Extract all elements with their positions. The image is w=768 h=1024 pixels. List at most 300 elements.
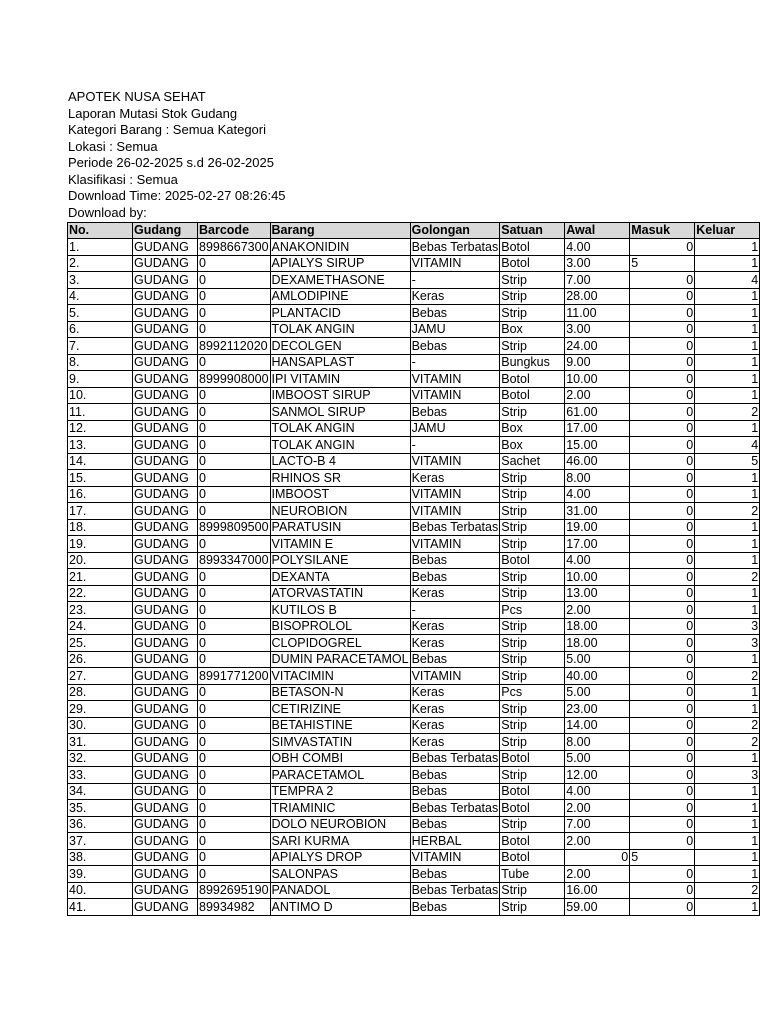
cell-no: 15. — [68, 470, 133, 487]
cell-awal: 4.00 — [565, 552, 630, 569]
cell-satuan: Strip — [500, 470, 565, 487]
cell-golongan: VITAMIN — [410, 255, 500, 272]
cell-satuan: Strip — [500, 816, 565, 833]
cell-awal: 31.00 — [565, 503, 630, 520]
cell-golongan: VITAMIN — [410, 453, 500, 470]
cell-no: 21. — [68, 569, 133, 586]
cell-no: 18. — [68, 519, 133, 536]
cell-barang: BETASON-N — [270, 684, 410, 701]
cell-golongan: Bebas — [410, 305, 500, 322]
cell-awal: 28.00 — [565, 288, 630, 305]
cell-barcode: 0 — [198, 437, 271, 454]
cell-barcode: 0 — [198, 602, 271, 619]
cell-barang: ATORVASTATIN — [270, 585, 410, 602]
cell-masuk: 0 — [630, 437, 695, 454]
cell-barang: CLOPIDOGREL — [270, 635, 410, 652]
cell-golongan: HERBAL — [410, 833, 500, 850]
cell-no: 26. — [68, 651, 133, 668]
download-by: Download by: — [68, 204, 147, 220]
cell-gudang: GUDANG — [133, 833, 198, 850]
cell-masuk: 0 — [630, 272, 695, 289]
cell-satuan: Box — [500, 420, 565, 437]
cell-barang: RHINOS SR — [270, 470, 410, 487]
cell-masuk: 5 — [630, 255, 695, 272]
table-row — [68, 552, 760, 569]
cell-satuan: Strip — [500, 882, 565, 899]
cell-gudang: GUDANG — [133, 288, 198, 305]
cell-no: 37. — [68, 833, 133, 850]
cell-satuan: Strip — [500, 734, 565, 751]
table-row — [68, 519, 760, 536]
cell-satuan: Strip — [500, 717, 565, 734]
cell-barcode: 0 — [198, 866, 271, 883]
table-header-row — [68, 223, 760, 239]
classification-filter: Klasifikasi : Semua — [68, 171, 178, 187]
cell-keluar: 1 — [695, 305, 760, 322]
cell-masuk: 0 — [630, 519, 695, 536]
cell-awal: 5.00 — [565, 684, 630, 701]
cell-awal: 2.00 — [565, 602, 630, 619]
cell-barang: TOLAK ANGIN — [270, 420, 410, 437]
cell-barcode: 0 — [198, 387, 271, 404]
cell-no: 12. — [68, 420, 133, 437]
table-row — [68, 338, 760, 355]
cell-keluar: 1 — [695, 420, 760, 437]
cell-masuk: 0 — [630, 602, 695, 619]
cell-awal: 4.00 — [565, 239, 630, 256]
cell-keluar: 1 — [695, 486, 760, 503]
table-row — [68, 701, 760, 718]
col-barang: Barang — [270, 223, 410, 239]
table-body — [68, 239, 760, 916]
cell-keluar: 2 — [695, 882, 760, 899]
cell-golongan: VITAMIN — [410, 849, 500, 866]
cell-barcode: 0 — [198, 453, 271, 470]
cell-golongan: Bebas — [410, 767, 500, 784]
cell-gudang: GUDANG — [133, 800, 198, 817]
cell-barang: AMLODIPINE — [270, 288, 410, 305]
cell-keluar: 1 — [695, 288, 760, 305]
cell-masuk: 0 — [630, 239, 695, 256]
cell-no: 40. — [68, 882, 133, 899]
cell-keluar: 1 — [695, 899, 760, 916]
cell-masuk: 0 — [630, 717, 695, 734]
col-keluar: Keluar — [695, 223, 760, 239]
report-header — [68, 89, 286, 221]
table-row — [68, 321, 760, 338]
cell-gudang: GUDANG — [133, 602, 198, 619]
cell-masuk: 0 — [630, 453, 695, 470]
cell-no: 3. — [68, 272, 133, 289]
cell-gudang: GUDANG — [133, 321, 198, 338]
cell-barcode: 0 — [198, 833, 271, 850]
cell-no: 32. — [68, 750, 133, 767]
cell-keluar: 1 — [695, 783, 760, 800]
cell-barcode: 0 — [198, 717, 271, 734]
cell-masuk: 0 — [630, 552, 695, 569]
cell-keluar: 1 — [695, 371, 760, 388]
cell-barang: IMBOOST SIRUP — [270, 387, 410, 404]
cell-satuan: Strip — [500, 338, 565, 355]
cell-satuan: Strip — [500, 767, 565, 784]
cell-barcode: 0 — [198, 734, 271, 751]
cell-awal: 12.00 — [565, 767, 630, 784]
cell-no: 25. — [68, 635, 133, 652]
cell-golongan: Keras — [410, 684, 500, 701]
cell-awal: 3.00 — [565, 255, 630, 272]
cell-keluar: 1 — [695, 354, 760, 371]
col-awal: Awal — [565, 223, 630, 239]
download-time: Download Time: 2025-02-27 08:26:45 — [68, 188, 286, 203]
cell-gudang: GUDANG — [133, 882, 198, 899]
cell-no: 9. — [68, 371, 133, 388]
table-row — [68, 453, 760, 470]
cell-barcode: 8999908000 — [199, 371, 269, 386]
cell-barang: TEMPRA 2 — [270, 783, 410, 800]
table-row — [68, 833, 760, 850]
report-title: Laporan Mutasi Stok Gudang — [68, 105, 238, 121]
cell-awal: 5.00 — [565, 651, 630, 668]
cell-barcode: 8998667300 — [199, 239, 269, 254]
cell-no: 38. — [68, 849, 133, 866]
cell-masuk: 0 — [630, 371, 695, 388]
cell-satuan: Tube — [500, 866, 565, 883]
cell-keluar: 1 — [695, 338, 760, 355]
cell-awal: 16.00 — [565, 882, 630, 899]
cell-masuk: 0 — [630, 585, 695, 602]
cell-barang: APIALYS SIRUP — [270, 255, 410, 272]
cell-golongan: VITAMIN — [410, 536, 500, 553]
cell-keluar: 1 — [695, 519, 760, 536]
cell-masuk: 0 — [630, 783, 695, 800]
cell-barcode: 0 — [198, 585, 271, 602]
cell-masuk: 0 — [630, 767, 695, 784]
cell-keluar: 5 — [695, 453, 760, 470]
cell-no: 39. — [68, 866, 133, 883]
cell-keluar: 2 — [695, 503, 760, 520]
cell-masuk: 0 — [630, 734, 695, 751]
cell-barcode: 89934982 — [198, 899, 271, 916]
cell-awal: 59.00 — [565, 899, 630, 916]
cell-masuk: 0 — [630, 288, 695, 305]
cell-golongan: Bebas — [410, 569, 500, 586]
cell-barang: IPI VITAMIN — [270, 371, 410, 388]
cell-gudang: GUDANG — [133, 783, 198, 800]
table-row — [68, 536, 760, 553]
cell-barcode: 0 — [198, 783, 271, 800]
cell-golongan: Keras — [410, 701, 500, 718]
category-filter: Kategori Barang : Semua Kategori — [68, 122, 267, 137]
cell-awal: 17.00 — [565, 420, 630, 437]
cell-gudang: GUDANG — [133, 750, 198, 767]
cell-golongan: Bebas Terbatas — [411, 800, 499, 815]
cell-satuan: Botol — [500, 239, 565, 256]
cell-barcode: 8992695190 — [199, 883, 269, 897]
cell-satuan: Strip — [500, 635, 565, 652]
cell-no: 28. — [68, 684, 133, 701]
cell-golongan: Keras — [410, 470, 500, 487]
cell-barang: TRIAMINIC — [270, 800, 410, 817]
cell-no: 14. — [68, 453, 133, 470]
cell-golongan: VITAMIN — [410, 387, 500, 404]
table-row — [68, 816, 760, 833]
cell-keluar: 2 — [695, 717, 760, 734]
cell-barang: OBH COMBI — [270, 750, 410, 767]
table-row — [68, 420, 760, 437]
cell-no: 16. — [68, 486, 133, 503]
cell-masuk: 0 — [630, 882, 695, 899]
cell-barcode: 8999809500 — [199, 520, 269, 534]
cell-masuk: 0 — [630, 668, 695, 685]
cell-satuan: Box — [500, 321, 565, 338]
cell-masuk: 0 — [630, 470, 695, 487]
col-barcode: Barcode — [198, 223, 271, 239]
cell-golongan: Bebas — [410, 404, 500, 421]
cell-awal: 3.00 — [565, 321, 630, 338]
cell-awal: 14.00 — [565, 717, 630, 734]
cell-no: 10. — [68, 387, 133, 404]
cell-gudang: GUDANG — [133, 239, 198, 256]
cell-satuan: Botol — [500, 783, 565, 800]
cell-keluar: 1 — [695, 750, 760, 767]
table-row — [68, 437, 760, 454]
cell-awal: 0 — [565, 849, 630, 866]
cell-gudang: GUDANG — [133, 816, 198, 833]
cell-no: 17. — [68, 503, 133, 520]
cell-keluar: 2 — [695, 734, 760, 751]
cell-golongan: Bebas Terbatas — [411, 883, 499, 897]
cell-barang: POLYSILANE — [270, 552, 410, 569]
cell-golongan: VITAMIN — [410, 371, 500, 388]
cell-barang: TOLAK ANGIN — [270, 321, 410, 338]
cell-no: 13. — [68, 437, 133, 454]
cell-keluar: 1 — [695, 321, 760, 338]
cell-awal: 2.00 — [565, 387, 630, 404]
cell-barcode: 0 — [198, 816, 271, 833]
cell-gudang: GUDANG — [133, 305, 198, 322]
cell-keluar: 1 — [695, 800, 760, 817]
cell-golongan: Keras — [410, 734, 500, 751]
cell-barang: VITACIMIN — [270, 668, 410, 685]
cell-masuk: 0 — [630, 899, 695, 916]
cell-no: 8. — [68, 354, 133, 371]
table-row — [68, 767, 760, 784]
table-row — [68, 255, 760, 272]
cell-satuan: Box — [500, 437, 565, 454]
col-no: No. — [68, 223, 133, 239]
cell-no: 20. — [68, 552, 133, 569]
table-row — [68, 470, 760, 487]
cell-barang: IMBOOST — [270, 486, 410, 503]
cell-barcode: 0 — [198, 651, 271, 668]
cell-barcode: 0 — [198, 767, 271, 784]
cell-gudang: GUDANG — [133, 651, 198, 668]
cell-awal: 8.00 — [565, 470, 630, 487]
cell-barcode: 0 — [198, 635, 271, 652]
cell-satuan: Strip — [500, 503, 565, 520]
cell-gudang: GUDANG — [133, 503, 198, 520]
cell-keluar: 3 — [695, 618, 760, 635]
cell-masuk: 0 — [630, 420, 695, 437]
table-row — [68, 750, 760, 767]
cell-gudang: GUDANG — [133, 453, 198, 470]
cell-barang: PARATUSIN — [270, 519, 410, 536]
cell-barcode: 0 — [198, 569, 271, 586]
cell-masuk: 0 — [630, 866, 695, 883]
cell-satuan: Strip — [500, 272, 565, 289]
cell-masuk: 0 — [630, 651, 695, 668]
cell-golongan: Bebas — [410, 899, 500, 916]
cell-barang: SALONPAS — [270, 866, 410, 883]
cell-no: 41. — [68, 899, 133, 916]
cell-golongan: VITAMIN — [410, 486, 500, 503]
cell-golongan: JAMU — [410, 321, 500, 338]
cell-keluar: 1 — [695, 552, 760, 569]
cell-masuk: 0 — [630, 701, 695, 718]
cell-gudang: GUDANG — [133, 470, 198, 487]
cell-gudang: GUDANG — [133, 618, 198, 635]
cell-no: 7. — [68, 338, 133, 355]
cell-golongan: Bebas Terbatas — [411, 751, 499, 765]
cell-gudang: GUDANG — [133, 585, 198, 602]
cell-satuan: Strip — [500, 288, 565, 305]
cell-no: 33. — [68, 767, 133, 784]
cell-satuan: Pcs — [500, 602, 565, 619]
cell-golongan: VITAMIN — [410, 668, 500, 685]
cell-golongan: Keras — [410, 288, 500, 305]
cell-barcode: 0 — [198, 305, 271, 322]
cell-no: 1. — [68, 239, 133, 256]
cell-gudang: GUDANG — [133, 437, 198, 454]
cell-satuan: Botol — [500, 750, 565, 767]
cell-satuan: Strip — [500, 701, 565, 718]
cell-golongan: - — [410, 602, 500, 619]
cell-masuk: 0 — [630, 618, 695, 635]
cell-keluar: 1 — [695, 387, 760, 404]
cell-gudang: GUDANG — [133, 734, 198, 751]
cell-barang: BISOPROLOL — [270, 618, 410, 635]
cell-satuan: Botol — [500, 800, 565, 817]
table-row — [68, 387, 760, 404]
cell-no: 24. — [68, 618, 133, 635]
table-row — [68, 569, 760, 586]
cell-barcode: 0 — [198, 321, 271, 338]
cell-masuk: 0 — [630, 404, 695, 421]
cell-satuan: Pcs — [500, 684, 565, 701]
cell-gudang: GUDANG — [133, 255, 198, 272]
cell-gudang: GUDANG — [133, 272, 198, 289]
cell-awal: 40.00 — [565, 668, 630, 685]
cell-keluar: 1 — [695, 255, 760, 272]
cell-awal: 10.00 — [565, 569, 630, 586]
cell-golongan: - — [410, 272, 500, 289]
cell-awal: 2.00 — [565, 833, 630, 850]
cell-gudang: GUDANG — [133, 338, 198, 355]
cell-satuan: Botol — [500, 552, 565, 569]
cell-no: 31. — [68, 734, 133, 751]
cell-satuan: Bungkus — [500, 354, 565, 371]
cell-keluar: 1 — [695, 849, 760, 866]
cell-barang: CETIRIZINE — [270, 701, 410, 718]
cell-barcode: 8993347000 — [199, 553, 269, 567]
cell-masuk: 0 — [630, 321, 695, 338]
cell-masuk: 0 — [630, 833, 695, 850]
table-row — [68, 404, 760, 421]
cell-awal: 13.00 — [565, 585, 630, 602]
cell-gudang: GUDANG — [133, 486, 198, 503]
cell-keluar: 1 — [695, 470, 760, 487]
cell-barcode: 0 — [198, 536, 271, 553]
cell-satuan: Strip — [500, 651, 565, 668]
cell-awal: 4.00 — [565, 486, 630, 503]
cell-satuan: Botol — [500, 371, 565, 388]
cell-masuk: 0 — [630, 503, 695, 520]
cell-gudang: GUDANG — [133, 866, 198, 883]
cell-no: 11. — [68, 404, 133, 421]
table-row — [68, 849, 760, 866]
cell-barcode: 0 — [198, 618, 271, 635]
cell-keluar: 3 — [695, 767, 760, 784]
cell-barcode: 8991771200 — [199, 668, 269, 683]
cell-keluar: 1 — [695, 866, 760, 883]
table-row — [68, 717, 760, 734]
cell-golongan: Keras — [410, 635, 500, 652]
cell-barang: ANTIMO D — [270, 899, 410, 916]
cell-no: 19. — [68, 536, 133, 553]
cell-barcode: 0 — [198, 354, 271, 371]
cell-keluar: 3 — [695, 635, 760, 652]
cell-golongan: Bebas — [410, 338, 500, 355]
cell-awal: 17.00 — [565, 536, 630, 553]
cell-awal: 61.00 — [565, 404, 630, 421]
cell-barcode: 0 — [198, 272, 271, 289]
cell-keluar: 2 — [695, 569, 760, 586]
cell-awal: 23.00 — [565, 701, 630, 718]
cell-keluar: 1 — [695, 816, 760, 833]
cell-keluar: 2 — [695, 404, 760, 421]
period-filter: Periode 26-02-2025 s.d 26-02-2025 — [68, 155, 274, 170]
cell-gudang: GUDANG — [133, 849, 198, 866]
cell-gudang: GUDANG — [133, 899, 198, 916]
cell-golongan: Keras — [410, 585, 500, 602]
cell-masuk: 5 — [630, 849, 695, 866]
cell-keluar: 4 — [695, 272, 760, 289]
cell-keluar: 1 — [695, 701, 760, 718]
cell-gudang: GUDANG — [133, 569, 198, 586]
cell-barang: DOLO NEUROBION — [270, 816, 410, 833]
cell-golongan: Bebas — [410, 651, 500, 668]
table-row — [68, 866, 760, 883]
table-row — [68, 288, 760, 305]
cell-golongan: Bebas — [410, 783, 500, 800]
cell-barcode: 0 — [198, 486, 271, 503]
cell-no: 27. — [68, 668, 133, 685]
cell-barcode: 0 — [198, 750, 271, 767]
cell-golongan: Bebas — [410, 866, 500, 883]
cell-satuan: Strip — [500, 569, 565, 586]
cell-masuk: 0 — [630, 305, 695, 322]
table-row — [68, 800, 760, 817]
cell-gudang: GUDANG — [133, 684, 198, 701]
cell-barang: LACTO-B 4 — [270, 453, 410, 470]
cell-no: 6. — [68, 321, 133, 338]
cell-gudang: GUDANG — [133, 404, 198, 421]
table-row — [68, 651, 760, 668]
table-row — [68, 354, 760, 371]
location-filter: Lokasi : Semua — [68, 138, 158, 154]
table-row — [68, 585, 760, 602]
cell-awal: 2.00 — [565, 800, 630, 817]
